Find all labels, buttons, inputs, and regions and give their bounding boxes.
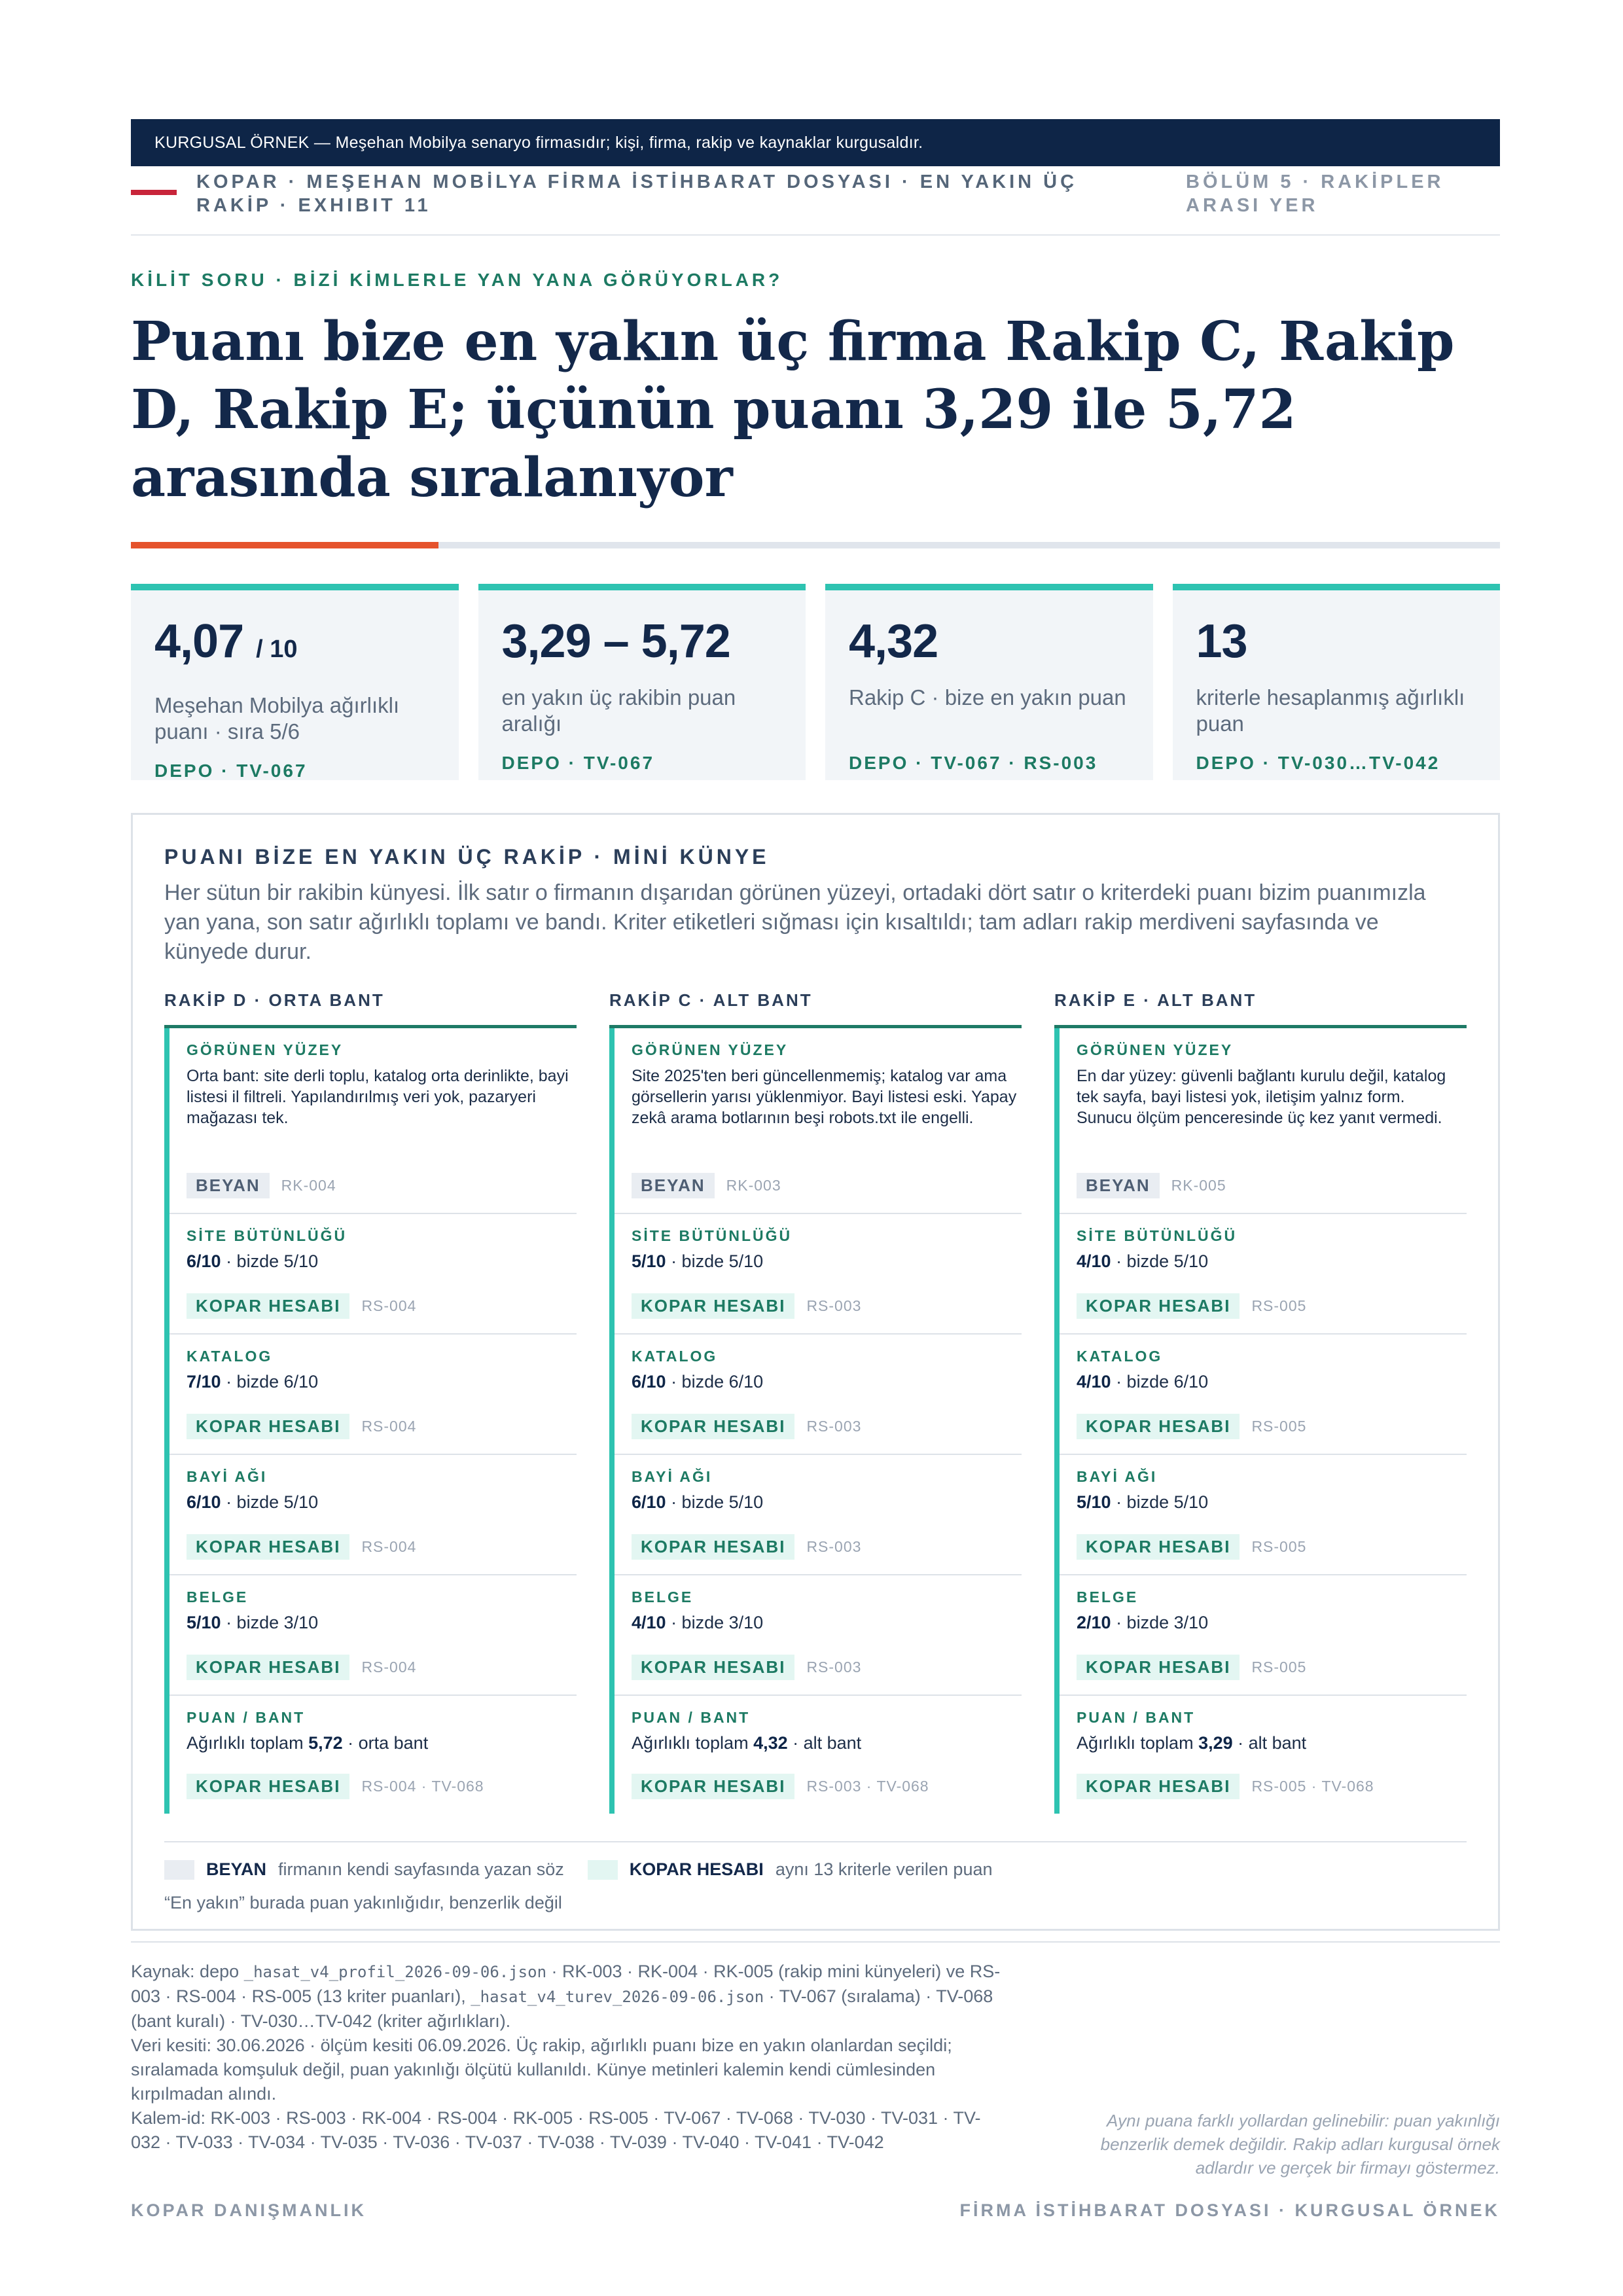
criterion-score	[632, 1613, 1022, 1633]
panel-title: PUANI BİZE EN YAKIN ÜÇ RAKİP · MİNİ KÜNYE	[164, 845, 770, 869]
column-body	[164, 1028, 577, 1814]
criterion-score	[187, 1492, 577, 1513]
panel-description: Her sütun bir rakibin künyesi. İlk satır o firmanın dışarıdan görünen yüzeyi, ortadaki dört satır o kriterdeki puanı bizim puanımızla yan yana, son satır ağırlıklı toplamı ve bandı. Kriter etiketleri sığması için kısaltıldı; tam adları rakip merdiveni sayfasında ve künyede durur.	[164, 880, 1426, 964]
our-score: · bizde 5/10	[221, 1251, 319, 1271]
competitor-score: 5/10	[1077, 1492, 1111, 1512]
criterion-cell	[1060, 1214, 1467, 1335]
legend-beyan-text: firmanın kendi sayfasında yazan söz	[278, 1859, 564, 1879]
header-mark	[131, 190, 177, 195]
source-row	[187, 1414, 416, 1439]
weighted-total: 5,72	[308, 1733, 343, 1753]
cell-label: SİTE BÜTÜNLÜĞÜ	[187, 1227, 348, 1244]
criterion-score	[187, 1251, 577, 1272]
cell-label: BAYİ AĞI	[187, 1468, 268, 1485]
source-row	[632, 1173, 781, 1198]
competitor-score: 7/10	[187, 1372, 221, 1391]
kpi-value: 13	[1196, 615, 1247, 668]
weighted-total: 3,29	[1198, 1733, 1233, 1753]
our-score: · bizde 5/10	[1111, 1251, 1209, 1271]
criterion-score	[1077, 1613, 1467, 1633]
kopar-tag: KOPAR HESABI	[1077, 1414, 1240, 1439]
kopar-tag: KOPAR HESABI	[1077, 1774, 1240, 1799]
source-row	[187, 1293, 416, 1319]
column-body	[609, 1028, 1022, 1814]
kopar-tag: KOPAR HESABI	[1077, 1293, 1240, 1319]
column-head: RAKİP C · ALT BANT	[609, 990, 1022, 1028]
our-score: · bizde 5/10	[666, 1251, 764, 1271]
surface-text: En dar yüzey: güvenli bağlantı kurulu değil, katalog tek sayfa, bayi listesi yok, iletişim yalnız form. Sunucu ölçüm penceresinde üç kez yanıt vermedi.	[1077, 1067, 1446, 1127]
legend-note: “En yakın” burada puan yakınlığıdır, benzerlik değil	[164, 1893, 562, 1912]
source-row	[632, 1774, 929, 1799]
beyan-tag: BEYAN	[187, 1173, 270, 1198]
kpi-card	[1173, 584, 1501, 780]
footer-note: Aynı puana farklı yollardan gelinebilir: puan yakınlığı benzerlik demek değildir. Rakip adları kurgusal örnek adlardır ve gerçek bir firmayı göstermez.	[1100, 2111, 1500, 2178]
legend-row	[164, 1859, 1467, 1880]
kpi-label: kriterle hesaplanmış ağırlıklı puan	[1196, 685, 1465, 736]
kopar-tag: KOPAR HESABI	[632, 1534, 794, 1560]
kopar-tag: KOPAR HESABI	[187, 1774, 349, 1799]
competitor-score: 4/10	[1077, 1372, 1111, 1391]
source-row	[632, 1414, 861, 1439]
cell-label: GÖRÜNEN YÜZEY	[1077, 1041, 1234, 1058]
column-head: RAKİP E · ALT BANT	[1054, 990, 1467, 1028]
kpi-source: DEPO · TV-067 · RS-003	[849, 753, 1098, 773]
our-score: · bizde 3/10	[1111, 1613, 1209, 1632]
competitor-columns	[164, 990, 1467, 1814]
criterion-cell	[169, 1335, 577, 1455]
competitor-score: 6/10	[187, 1492, 221, 1512]
header-right: BÖLÜM 5 · RAKİPLER ARASI YER	[1186, 171, 1444, 216]
competitor-score: 6/10	[632, 1372, 666, 1391]
surface-cell	[169, 1028, 577, 1214]
legend-kopar-text: aynı 13 kriterle verilen puan	[775, 1859, 993, 1879]
source-ref: RS-005	[1251, 1659, 1307, 1676]
criterion-cell	[169, 1575, 577, 1696]
source-row	[187, 1774, 484, 1799]
criterion-cell	[615, 1575, 1022, 1696]
kopar-tag: KOPAR HESABI	[1077, 1534, 1240, 1560]
source-ref: RS-004	[361, 1659, 417, 1676]
kpi-unit: / 10	[256, 636, 298, 663]
competitor-column	[1054, 990, 1467, 1814]
criterion-cell	[615, 1214, 1022, 1335]
source-row	[187, 1173, 336, 1198]
cell-label: SİTE BÜTÜNLÜĞÜ	[1077, 1227, 1238, 1244]
criterion-cell	[1060, 1335, 1467, 1455]
cell-label: PUAN / BANT	[1077, 1709, 1196, 1726]
item-ids: Kalem-id: RK-003 · RS-003 · RK-004 · RS-004 · RK-005 · RS-005 · TV-067 · TV-068 · TV-030 · TV-031 · TV-032 · TV-033 · TV-034 · TV-035 · TV-036 · TV-037 · TV-038 · TV-039 · TV-040 · TV-041 · TV-042	[131, 2108, 981, 2152]
competitor-score: 6/10	[187, 1251, 221, 1271]
cell-label: GÖRÜNEN YÜZEY	[187, 1041, 344, 1058]
source-note: Kaynak: depo _hasat_v4_profil_2026-09-06.json · RK-003 · RK-004 · RK-005 (rakip mini künyeleri) ve RS-003 · RS-004 · RS-005 (13 kriter puanları), _hasat_v4_turev_2026-09-06.json · TV-067 (sıralama) · TV-068 (bant kuralı) · TV-030…TV-042 (kriter ağırlıkları). Veri kesiti: 30.06.2026 · ölçüm kesiti 06.09.2026. Üç rakip, ağırlıklı puanı bize en yakın olanlardan seçildi; sıralamada komşuluk değil, puan yakınlığı ölçütü kullanıldı. Künye metinleri kalemin kendi cümlesinden kırpılmadan alındı. Kalem-id: RK-003 · RS-003 · RK-004 · RS-004 · RK-005 · RS-005 · TV-067 · TV-068 · TV-030 · TV-031 · TV-032 · TV-033 · TV-034 · TV-035 · TV-036 · TV-037 · TV-038 · TV-039 · TV-040 · TV-041 · TV-042	[131, 1962, 1001, 2152]
data-cutoff: Veri kesiti: 30.06.2026 · ölçüm kesiti 06.09.2026. Üç rakip, ağırlıklı puanı bize en yakın olanlardan seçildi; sıralamada komşuluk değil, puan yakınlığı ölçütü kullanıldı. Künye metinleri kalemin kendi cümlesinden kırpılmadan alındı.	[131, 2036, 952, 2104]
fictional-banner: KURGUSAL ÖRNEK — Meşehan Mobilya senaryo firmasıdır; kişi, firma, rakip ve kaynaklar kurgusaldır.	[131, 119, 1500, 166]
total-score: Ağırlıklı toplam 4,32 · alt bant	[632, 1733, 862, 1753]
source-ref: RS-003	[806, 1538, 862, 1555]
column-body	[1054, 1028, 1467, 1814]
source-ref: RS-004 · TV-068	[361, 1778, 484, 1795]
our-score: · bizde 3/10	[666, 1613, 764, 1632]
title-rule	[131, 542, 1500, 548]
kpi-card	[825, 584, 1153, 780]
kpi-source: DEPO · TV-067	[154, 761, 308, 781]
competitor-column	[164, 990, 577, 1814]
total-cell	[615, 1696, 1022, 1814]
source-row	[1077, 1293, 1306, 1319]
criterion-score	[1077, 1492, 1467, 1513]
source-ref: RS-003	[806, 1297, 862, 1314]
criterion-cell	[1060, 1575, 1467, 1696]
surface-text: Site 2025'ten beri güncellenmemiş; katalog var ama görsellerin yarısı yüklenmiyor. Bayi listesi eski. Yapay zekâ arama botlarının beşi robots.txt ile engelli.	[632, 1067, 1017, 1127]
cell-label: KATALOG	[1077, 1348, 1163, 1365]
criterion-score	[187, 1613, 577, 1633]
kopar-swatch	[588, 1860, 618, 1880]
kopar-tag: KOPAR HESABI	[632, 1655, 794, 1680]
kopar-tag: KOPAR HESABI	[187, 1414, 349, 1439]
criterion-score	[632, 1492, 1022, 1513]
source-row	[1077, 1414, 1306, 1439]
criterion-cell	[615, 1455, 1022, 1575]
source-row	[187, 1534, 416, 1560]
kpi-source: DEPO · TV-067	[501, 753, 655, 773]
source-ref: RK-005	[1171, 1177, 1226, 1194]
source-row	[1077, 1655, 1306, 1680]
competitor-panel	[131, 813, 1500, 1931]
competitor-score: 2/10	[1077, 1613, 1111, 1632]
cell-label: KATALOG	[632, 1348, 718, 1365]
criterion-cell	[169, 1214, 577, 1335]
header-left: KOPAR · MEŞEHAN MOBİLYA FİRMA İSTİHBARAT DOSYASI · EN YAKIN ÜÇ RAKİP · EXHIBIT 11	[196, 171, 1078, 216]
criterion-cell	[169, 1455, 577, 1575]
competitor-score: 4/10	[1077, 1251, 1111, 1271]
total-score: Ağırlıklı toplam 5,72 · orta bant	[187, 1733, 429, 1753]
surface-cell	[615, 1028, 1022, 1214]
source-row	[632, 1534, 861, 1560]
beyan-swatch	[164, 1860, 194, 1880]
criterion-score	[632, 1251, 1022, 1272]
cell-label: BELGE	[187, 1588, 249, 1605]
title-rule-accent	[131, 542, 438, 548]
our-score: · bizde 3/10	[221, 1613, 319, 1632]
competitor-score: 4/10	[632, 1613, 666, 1632]
kopar-tag: KOPAR HESABI	[632, 1414, 794, 1439]
legend-beyan-label: BEYAN	[206, 1859, 267, 1879]
criterion-cell	[615, 1335, 1022, 1455]
cell-label: BELGE	[1077, 1588, 1139, 1605]
source-ref: RS-004	[361, 1297, 417, 1314]
criterion-score	[1077, 1251, 1467, 1272]
criterion-score	[632, 1372, 1022, 1392]
source-ref: RS-004	[361, 1418, 417, 1435]
publisher: KOPAR DANIŞMANLIK	[131, 2200, 366, 2220]
source-row	[1077, 1774, 1374, 1799]
source-ref: RS-005	[1251, 1538, 1307, 1555]
document-type: FİRMA İSTİHBARAT DOSYASI · KURGUSAL ÖRNEK	[959, 2200, 1500, 2220]
kicker: KİLİT SORU · BİZİ KİMLERLE YAN YANA GÖRÜYORLAR?	[131, 270, 783, 290]
source-ref: RS-003	[806, 1418, 862, 1435]
source-ref: RS-003 · TV-068	[806, 1778, 929, 1795]
source-ref: RS-005 · TV-068	[1251, 1778, 1374, 1795]
kpi-value: 4,32	[849, 615, 938, 668]
cell-label: KATALOG	[187, 1348, 273, 1365]
source-ref: RS-004	[361, 1538, 417, 1555]
source-ref: RK-004	[281, 1177, 336, 1194]
criterion-cell	[1060, 1455, 1467, 1575]
source-row	[632, 1293, 861, 1319]
running-header	[131, 170, 1500, 236]
our-score: · bizde 5/10	[666, 1492, 764, 1512]
competitor-column	[609, 990, 1022, 1814]
cell-label: PUAN / BANT	[187, 1709, 306, 1726]
surface-text: Orta bant: site derli toplu, katalog orta derinlikte, bayi listesi il filtreli. Yapılandırılmış veri yok, pazaryeri mağazası tek.	[187, 1067, 569, 1127]
total-score: Ağırlıklı toplam 3,29 · alt bant	[1077, 1733, 1307, 1753]
kopar-tag: KOPAR HESABI	[187, 1534, 349, 1560]
source-ref: RS-005	[1251, 1418, 1307, 1435]
source-row	[187, 1655, 416, 1680]
weighted-total: 4,32	[753, 1733, 788, 1753]
column-head: RAKİP D · ORTA BANT	[164, 990, 577, 1028]
total-cell	[169, 1696, 577, 1814]
page	[131, 119, 1500, 1931]
beyan-tag: BEYAN	[1077, 1173, 1160, 1198]
page-footer	[131, 2200, 1500, 2221]
kpi-source: DEPO · TV-030…TV-042	[1196, 753, 1440, 773]
kpi-card	[131, 584, 459, 780]
our-score: · bizde 6/10	[1111, 1372, 1209, 1391]
legend-kopar-label: KOPAR HESABI	[629, 1859, 764, 1879]
our-score: · bizde 6/10	[221, 1372, 319, 1391]
footer	[131, 1941, 1500, 2178]
kopar-tag: KOPAR HESABI	[632, 1774, 794, 1799]
cell-label: BAYİ AĞI	[632, 1468, 713, 1485]
source-file: _hasat_v4_profil_2026-09-06.json	[243, 1963, 547, 1981]
our-score: · bizde 5/10	[221, 1492, 319, 1512]
kpi-label: Meşehan Mobilya ağırlıklı puanı · sıra 5/6	[154, 693, 400, 744]
cell-label: PUAN / BANT	[632, 1709, 751, 1726]
kopar-tag: KOPAR HESABI	[187, 1293, 349, 1319]
legend	[164, 1841, 1467, 1913]
kopar-tag: KOPAR HESABI	[1077, 1655, 1240, 1680]
total-cell	[1060, 1696, 1467, 1814]
kpi-label: en yakın üç rakibin puan aralığı	[501, 685, 736, 736]
kopar-tag: KOPAR HESABI	[187, 1655, 349, 1680]
surface-cell	[1060, 1028, 1467, 1214]
cell-label: SİTE BÜTÜNLÜĞÜ	[632, 1227, 793, 1244]
kopar-tag: KOPAR HESABI	[632, 1293, 794, 1319]
our-score: · bizde 6/10	[666, 1372, 764, 1391]
cell-label: BAYİ AĞI	[1077, 1468, 1158, 1485]
cell-label: GÖRÜNEN YÜZEY	[632, 1041, 789, 1058]
source-file: _hasat_v4_turev_2026-09-06.json	[471, 1988, 764, 2006]
kpi-row	[131, 584, 1500, 780]
cell-label: BELGE	[632, 1588, 694, 1605]
source-ref: RS-003	[806, 1659, 862, 1676]
criterion-score	[187, 1372, 577, 1392]
competitor-score: 5/10	[632, 1251, 666, 1271]
kpi-value: 4,07 / 10	[154, 615, 298, 668]
source-row	[632, 1655, 861, 1680]
competitor-score: 5/10	[187, 1613, 221, 1632]
source-row	[1077, 1534, 1306, 1560]
source-ref: RK-003	[726, 1177, 781, 1194]
our-score: · bizde 5/10	[1111, 1492, 1209, 1512]
source-ref: RS-005	[1251, 1297, 1307, 1314]
kpi-card	[478, 584, 806, 780]
beyan-tag: BEYAN	[632, 1173, 715, 1198]
kpi-label: Rakip C · bize en yakın puan	[849, 685, 1126, 709]
kpi-value: 3,29 – 5,72	[501, 615, 730, 668]
source-row	[1077, 1173, 1226, 1198]
competitor-score: 6/10	[632, 1492, 666, 1512]
page-title: Puanı bize en yakın üç firma Rakip C, Rakip D, Rakip E; üçünün puanı 3,29 ile 5,72 arasında sıralanıyor	[131, 310, 1455, 509]
criterion-score	[1077, 1372, 1467, 1392]
